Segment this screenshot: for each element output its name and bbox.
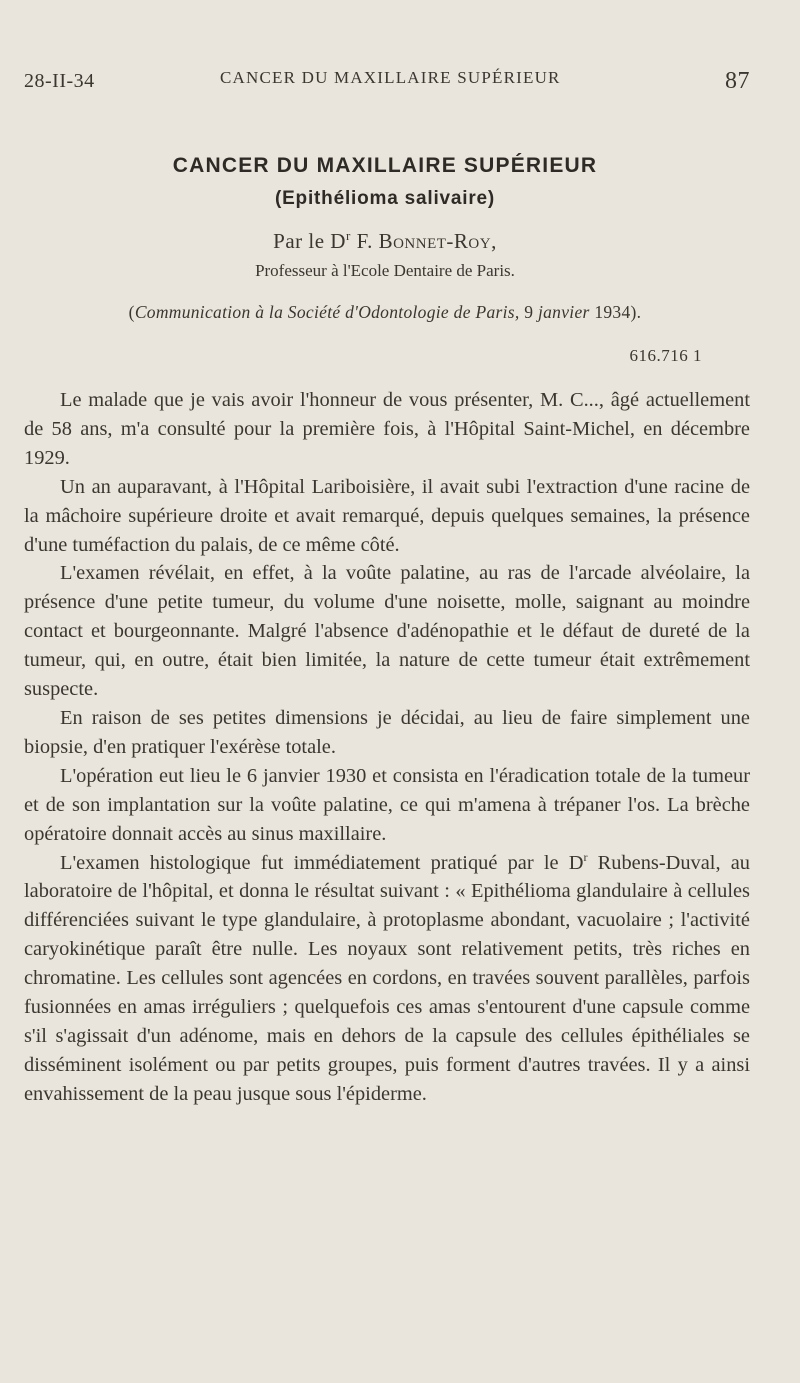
article-author [0, 228, 770, 254]
paragraph-6 [24, 849, 750, 1109]
page-number: 87 [725, 68, 750, 94]
article-body [24, 386, 750, 1109]
communication-month: janvier [537, 302, 590, 322]
running-head-date: 28-II-34 [24, 70, 95, 92]
communication-day: 9 [519, 302, 538, 322]
paragraph-3: L'examen révélait, en effet, à la voûte palatine, au ras de l'arcade alvéolaire, la présence d'une petite tumeur, du volume d'une noisette, molle, saignant au moindre contact et bourgeonnante. Malgré l'absence d'adénopathie et le défaut de dureté de la tumeur, qui, en outre, était bien limitée, la nature de cette tumeur était extrêmement suspecte. [24, 562, 750, 701]
article-title: CANCER DU MAXILLAIRE SUPÉRIEUR [172, 154, 598, 177]
running-head [24, 66, 750, 96]
communication-year: 1934). [589, 302, 642, 322]
author-name: F. Bonnet-Roy, [356, 229, 497, 253]
paragraph-6-start: L'examen histologique fut immédiatement pratiqué par le D [60, 851, 584, 874]
article-subtitle: (Epithélioma salivaire) [274, 188, 496, 209]
paragraph-2: Un an auparavant, à l'Hôpital Lariboisière, il avait subi l'extraction d'une racine de la mâchoire supérieure droite et avait remarqué, depuis quelques semaines, la présence d'une tuméfaction du palais, de ce même côté. [24, 475, 750, 556]
communication-venue: Communication à la Société d'Odontologie de Paris, [134, 302, 520, 322]
paragraph-5: L'opération eut lieu le 6 janvier 1930 et consista en l'éradication totale de la tumeur et de son implantation sur la voûte palatine, ce qui m'amena à trépaner l'os. La brèche opératoire donnait accès au sinus maxillaire. [24, 764, 750, 845]
author-prefix: Par le D [273, 229, 346, 253]
communication-note [0, 302, 770, 323]
running-head-title: CANCER DU MAXILLAIRE SUPÉRIEUR [220, 68, 561, 87]
communication-open: ( [128, 302, 135, 322]
paragraph-1: Le malade que je vais avoir l'honneur de vous présenter, M. C..., âgé actuellement de 58 ans, m'a consulté pour la première fois, à l'Hôpital Saint-Michel, en décembre 1929. [24, 389, 750, 469]
paragraph-6-rest: Rubens-Duval, au laboratoire de l'hôpital, et donna le résultat suivant : « Epithélioma glandulaire à cellules différenciées suivant le type glandulaire, à protoplasme abondant, vacuolaire ; l'activité caryokinétique paraît être nulle. Les noyaux sont relativement petits, très riches en chromatine. Les cellules sont agencées en cordons, en travées souvent parallèles, parfois fusionnées en amas irréguliers ; quelquefois ces amas s'entourent d'une capsule comme s'il s'agissait d'un adénome, mais en dehors de la capsule des cellules épithéliales se disséminent isolément ou par petits groupes, puis forment d'autres travées. Il y a ainsi envahissement de la peau jusque sous l'épiderme. [24, 851, 750, 1105]
classification-code: 616.716 1 [629, 346, 702, 365]
paragraph-6-superscript: r [583, 849, 588, 864]
author-affiliation: Professeur à l'Ecole Dentaire de Paris. [255, 261, 515, 280]
author-prefix-superscript: r [345, 228, 351, 243]
paragraph-4: En raison de ses petites dimensions je décidai, au lieu de faire simplement une biopsie, d'en pratiquer l'exérèse totale. [24, 706, 750, 758]
